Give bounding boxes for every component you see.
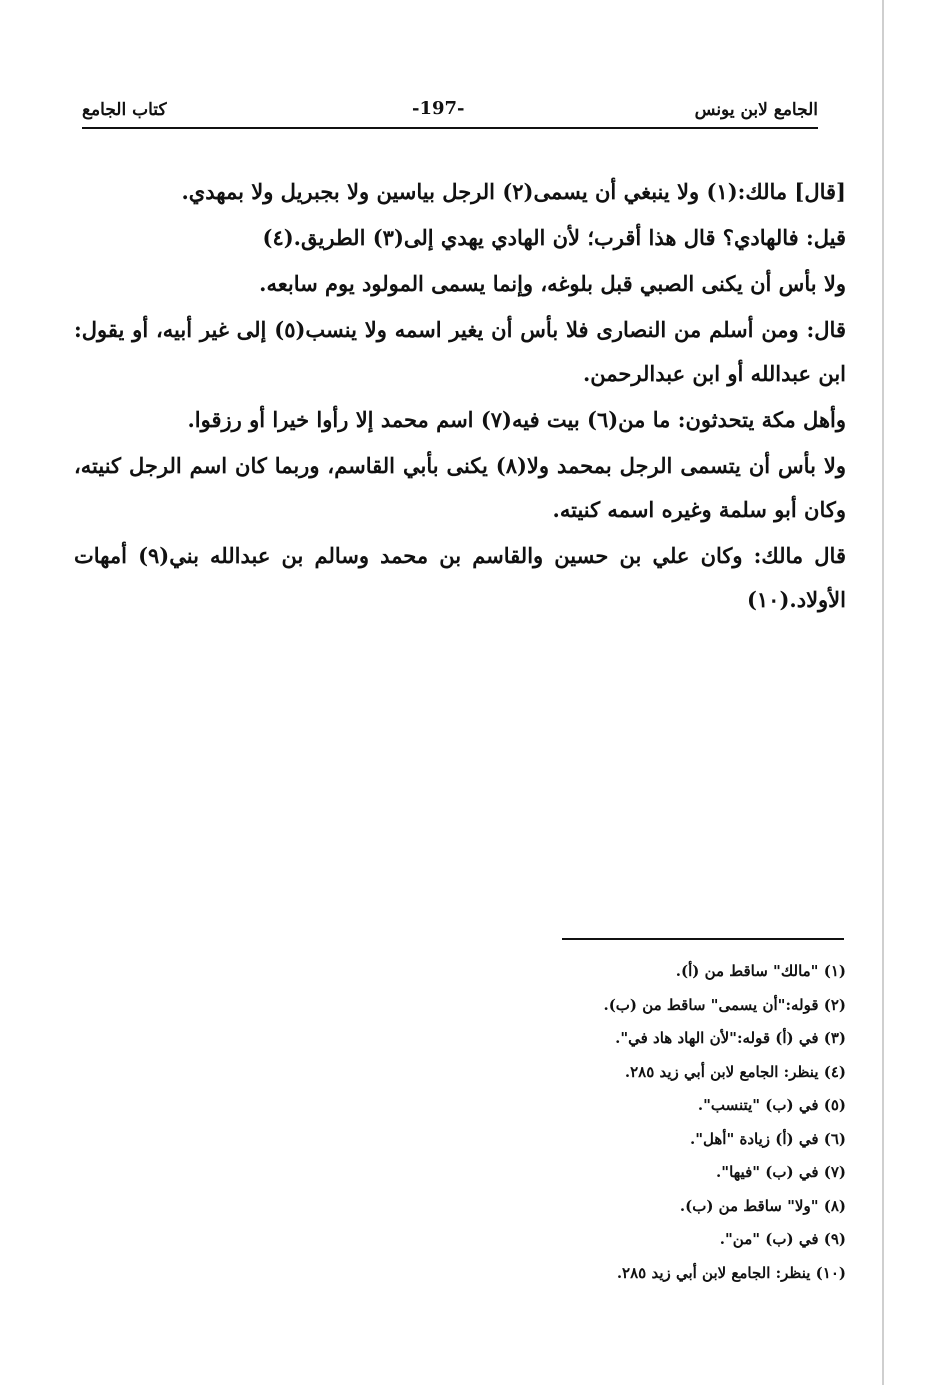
footnote-1: (١) "مالك" ساقط من (أ). <box>675 962 846 980</box>
main-text <box>74 170 846 624</box>
footnote-5: (٥) في (ب) "يتنسب". <box>697 1096 846 1114</box>
footnote-7: (٧) في (ب) "فيها". <box>716 1163 846 1181</box>
paragraph-5: وأهل مكة يتحدثون: ما من(٦) بيت فيه(٧) اسم محمد إلا رأوا خيرا أو رزقوا. <box>187 407 846 432</box>
footnote-6: (٦) في (أ) زيادة "أهل". <box>689 1129 846 1148</box>
footnote-4: (٤) ينظر: الجامع لابن أبي زيد ٢٨٥. <box>624 1062 846 1081</box>
paragraph-6: ولا بأس أن يتسمى الرجل بمحمد ولا(٨) يكنى بأبي القاسم، وربما كان اسم الرجل كنيته، وكان أبو سلمة وغيره اسمه كنيته. <box>74 453 846 522</box>
running-header <box>82 96 818 126</box>
binding-edge-line <box>882 0 884 1385</box>
paragraph-2: قيل: فالهادي؟ قال هذا أقرب؛ لأن الهادي يهدي إلى(٣) الطريق.(٤) <box>262 225 846 250</box>
header-rule <box>82 127 818 129</box>
footnote-separator <box>562 938 844 940</box>
paragraph-3: ولا بأس أن يكنى الصبي قبل بلوغه، وإنما يسمى المولود يوم سابعه. <box>259 271 846 296</box>
footnote-3: (٣) في (أ) قوله:"لأن الهاد هاد في". <box>615 1029 846 1047</box>
footnotes <box>560 955 846 1290</box>
paragraph-7: قال مالك: وكان علي بن حسين والقاسم بن محمد وسالم بن عبدالله بني(٩) أمهات الأولاد.(١٠) <box>74 543 846 612</box>
header-chapter-title: كتاب الجامع <box>82 100 167 120</box>
footnote-2: (٢) قوله:"أن يسمى" ساقط من (ب). <box>603 995 846 1014</box>
footnote-9: (٩) في (ب) "من". <box>719 1230 846 1248</box>
footnote-10: (١٠) ينظر: الجامع لابن أبي زيد ٢٨٥. <box>616 1263 846 1282</box>
header-page-number: -197- <box>412 98 465 119</box>
paragraph-4: قال: ومن أسلم من النصارى فلا بأس أن يغير اسمه ولا ينسب(٥) إلى غير أبيه، أو يقول: ابن عبدالله أو ابن عبدالرحمن. <box>74 317 846 386</box>
footnote-8: (٨) "ولا" ساقط من (ب). <box>679 1196 846 1215</box>
paragraph-1: [قال] مالك:(١) ولا ينبغي أن يسمى(٢) الرجل بياسين ولا بجبريل ولا بمهدي. <box>181 179 846 204</box>
header-book-title: الجامع لابن يونس <box>694 100 818 120</box>
